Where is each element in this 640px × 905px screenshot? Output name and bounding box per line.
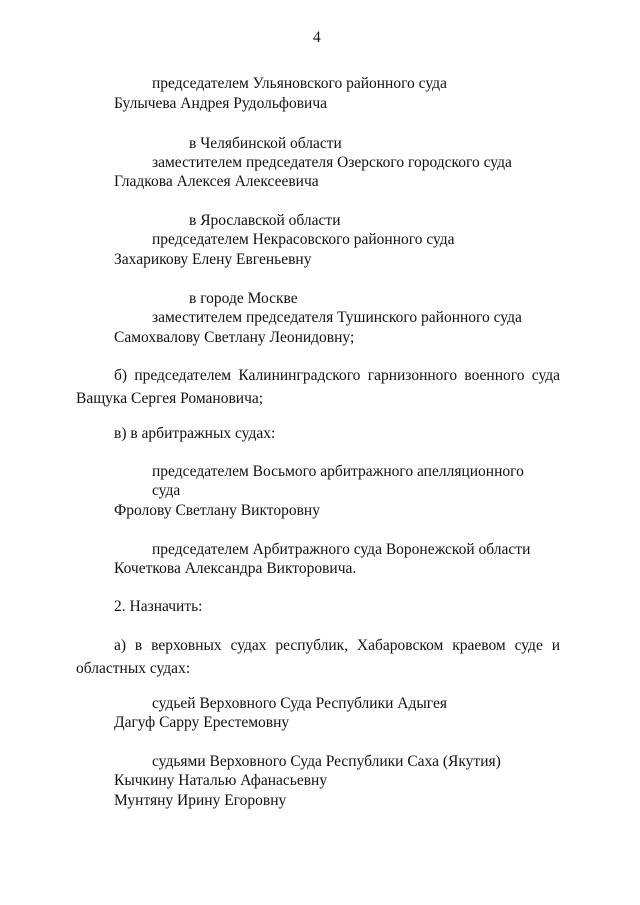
line-person-name: Гладкова Алексея Алексеевича xyxy=(114,173,319,190)
line-section-heading: в) в арбитражных судах: xyxy=(114,425,276,442)
page-number: 4 xyxy=(313,29,321,46)
line-region: в городе Москве xyxy=(189,290,298,307)
line-section-heading: 2. Назначить: xyxy=(114,598,203,615)
line-person-name: Мунтяну Ирину Егоровну xyxy=(114,792,287,809)
line-person-name: Фролову Светлану Викторовну xyxy=(114,502,320,519)
line-position: председателем Ульяновского районного суда xyxy=(152,75,447,92)
line-position: судьями Верховного Суда Республики Саха (Якутия) xyxy=(152,753,501,770)
line-person-name: Булычева Андрея Рудольфовича xyxy=(114,95,327,112)
line-position: заместителем председателя Озерского городского суда xyxy=(152,154,512,171)
line-position-continued: суда xyxy=(152,482,181,499)
line-region: в Челябинской области xyxy=(189,135,342,152)
line-position: судьей Верховного Суда Республики Адыгея xyxy=(152,695,447,712)
line-person-name: Дагуф Сарру Ерестемовну xyxy=(114,714,290,731)
line-person-name: Кочеткова Александра Викторовича. xyxy=(114,560,357,577)
line-position: председателем Восьмого арбитражного апелляционного xyxy=(152,463,524,480)
line-region: в Ярославской области xyxy=(189,212,341,229)
line-person-name: Самохвалову Светлану Леонидовну; xyxy=(114,329,355,346)
line-person-name: Захарикову Елену Евгеньевну xyxy=(114,251,312,268)
paragraph-a: а) в верховных судах республик, Хабаровском краевом суде и областных судах: xyxy=(76,637,560,677)
line-position: председателем Некрасовского районного суда xyxy=(152,231,455,248)
line-position: заместителем председателя Тушинского районного суда xyxy=(152,309,522,326)
paragraph-b: б) председателем Калининградского гарнизонного военного суда Ващука Сергея Романовича; xyxy=(76,367,560,407)
line-position: председателем Арбитражного суда Воронежской области xyxy=(152,541,531,558)
line-person-name: Кычкину Наталью Афанасьевну xyxy=(114,772,328,789)
